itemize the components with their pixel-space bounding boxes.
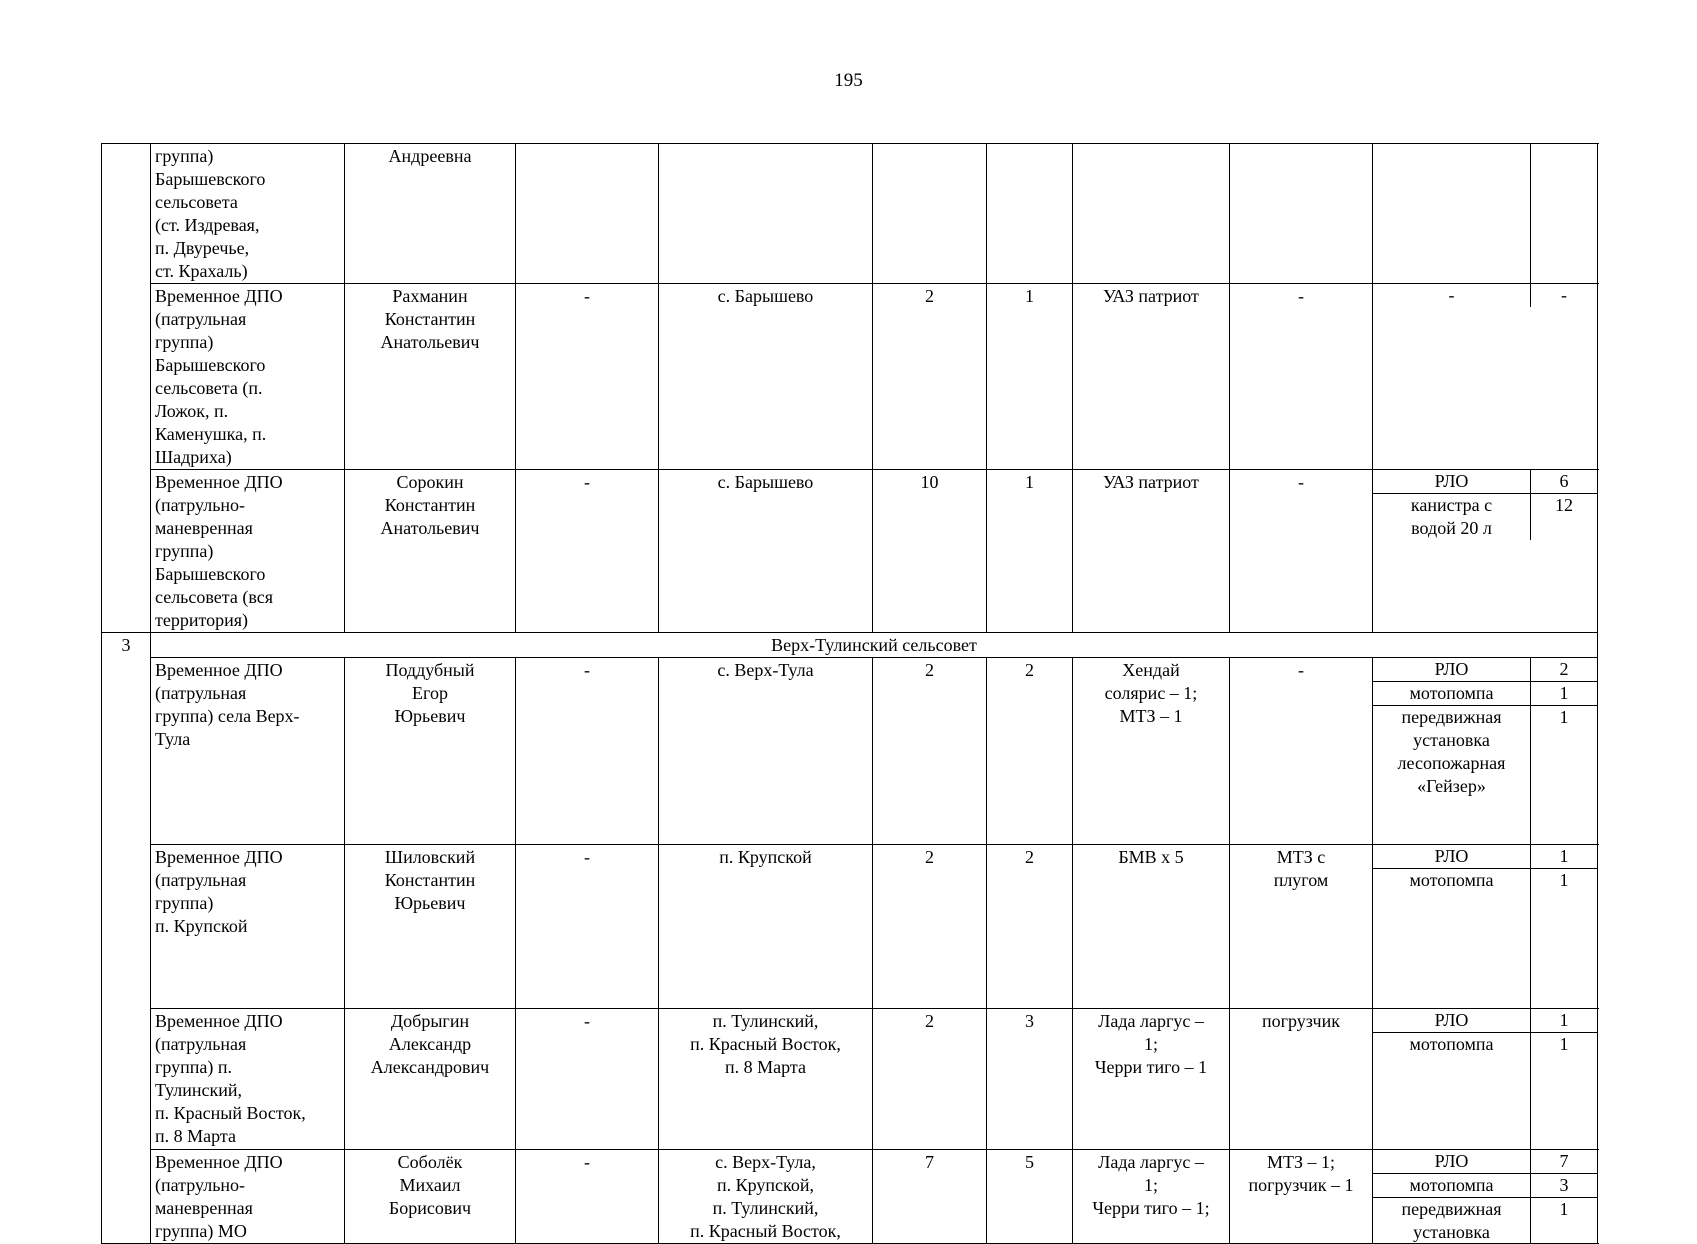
- equipment-item-line: передвижная: [1401, 707, 1502, 727]
- unit-count-cell: [987, 284, 1073, 470]
- head-name-cell-line: Александрович: [370, 1057, 490, 1077]
- equipment-cell: [1373, 845, 1598, 1009]
- page-number: 195: [834, 70, 863, 91]
- location-cell: [659, 470, 873, 633]
- phone-cell-line: -: [584, 1011, 590, 1031]
- unit-name-cell-line: Ложок, п.: [155, 401, 229, 421]
- people-count-cell: [873, 845, 987, 1009]
- equipment-item: [1373, 1009, 1530, 1033]
- location-cell-line: п. Красный Восток,: [690, 1221, 841, 1241]
- equipment-counts-column: [1531, 470, 1597, 540]
- unit-name-cell-line: группа) п.: [155, 1057, 233, 1077]
- equipment-count: -: [1561, 285, 1567, 305]
- unit-name-cell-line: сельсовета: [155, 192, 238, 212]
- unit-name-cell-line: Временное ДПО: [155, 1152, 283, 1172]
- section-header-row: [102, 633, 1598, 658]
- equipment-item-line: канистра с: [1410, 495, 1493, 515]
- unit-name-cell-line: (патрульная: [155, 1034, 247, 1054]
- equipment-counts-column: [1531, 1150, 1597, 1243]
- head-name-cell-line: Андреевна: [388, 146, 472, 166]
- unit-count-cell: [987, 658, 1073, 845]
- unit-name-cell: [151, 658, 345, 845]
- unit-name-cell-line: Временное ДПО: [155, 660, 283, 680]
- unit-name-cell-line: Барышевского: [155, 169, 266, 189]
- phone-cell: [516, 1009, 659, 1150]
- unit-count-cell-line: 2: [1025, 847, 1034, 867]
- equipment-item: [1373, 1174, 1530, 1198]
- equipment-counts-column: [1531, 845, 1597, 1008]
- equipment-count: 1: [1559, 1034, 1569, 1054]
- equipment-count: 2: [1531, 658, 1597, 682]
- equipment-cell: [1373, 1150, 1598, 1244]
- equipment-names-column: [1373, 144, 1531, 283]
- vehicles-cell: [1073, 144, 1230, 284]
- head-name-cell-line: Константин: [384, 309, 476, 329]
- equipment-cell: [1373, 470, 1598, 633]
- location-cell-line: с. Верх-Тула: [717, 660, 814, 680]
- people-count-cell: [873, 1009, 987, 1150]
- head-name-cell-line: Рахманин: [392, 286, 468, 306]
- unit-name-cell-line: группа): [155, 541, 214, 561]
- unit-name-cell-line: маневренная: [155, 1198, 253, 1218]
- location-cell-line: п. Тулинский,: [712, 1011, 819, 1031]
- unit-name-cell-line: п. 8 Марта: [155, 1126, 236, 1146]
- head-name-cell: [345, 1009, 516, 1150]
- equipment-cell: [1373, 284, 1598, 470]
- head-name-cell-line: Сорокин: [396, 472, 464, 492]
- unit-count-cell-line: 2: [1025, 660, 1034, 680]
- unit-name-cell-line: (ст. Издревая,: [155, 215, 260, 235]
- table-row: [102, 845, 1598, 1009]
- people-count-cell-line: 7: [925, 1152, 934, 1172]
- location-cell-line: с. Верх-Тула,: [715, 1152, 816, 1172]
- equipment-count: 7: [1531, 1150, 1597, 1174]
- equipment-count: 1: [1559, 870, 1569, 890]
- vehicles-cell-line: УАЗ патриот: [1103, 472, 1199, 492]
- phone-cell: [516, 658, 659, 845]
- equipment-item: [1373, 658, 1530, 682]
- phone-cell: [516, 845, 659, 1009]
- table-row: [102, 470, 1598, 633]
- equipment-item-line: мотопомпа: [1409, 683, 1494, 703]
- unit-name-cell-line: территория): [155, 610, 249, 630]
- unit-name-cell-line: сельсовета (п.: [155, 378, 263, 398]
- equipment-item: [1373, 1033, 1530, 1149]
- vehicles-cell-line: солярис – 1;: [1104, 683, 1198, 703]
- head-name-cell-line: Александр: [388, 1034, 472, 1054]
- special-equipment-cell-line: погрузчик – 1: [1248, 1175, 1354, 1195]
- location-cell: [659, 1009, 873, 1150]
- special-equipment-cell-line: плугом: [1273, 870, 1329, 890]
- number-cell: [102, 144, 151, 633]
- equipment-names-column: [1373, 470, 1531, 540]
- head-name-cell-line: Борисович: [388, 1198, 472, 1218]
- people-count-cell: [873, 144, 987, 284]
- head-name-cell-line: Шиловский: [384, 847, 476, 867]
- phone-cell: [516, 1150, 659, 1244]
- head-name-cell: [345, 284, 516, 470]
- vehicles-cell-line: БМВ х 5: [1118, 847, 1184, 867]
- phone-cell-line: -: [584, 660, 590, 680]
- equipment-count: 1: [1559, 1199, 1569, 1219]
- head-name-cell-line: Юрьевич: [394, 893, 466, 913]
- location-cell-line: п. Тулинский,: [712, 1198, 819, 1218]
- equipment-count: 1: [1559, 707, 1569, 727]
- head-name-cell-line: Поддубный: [385, 660, 475, 680]
- unit-name-cell-line: группа): [155, 332, 214, 352]
- phone-cell: [516, 470, 659, 633]
- equipment-counts-column: [1531, 284, 1597, 307]
- vehicles-cell: [1073, 284, 1230, 470]
- vehicles-cell: [1073, 845, 1230, 1009]
- unit-name-cell-line: (патрульная: [155, 309, 247, 329]
- people-count-cell: [873, 1150, 987, 1244]
- equipment-item: [1373, 1198, 1530, 1244]
- location-cell: [659, 284, 873, 470]
- location-cell-line: п. Крупской: [719, 847, 812, 867]
- unit-count-cell: [987, 1009, 1073, 1150]
- unit-name-cell-line: п. Крупской: [155, 916, 248, 936]
- equipment-names-column: [1373, 658, 1531, 844]
- equipment-names-column: [1373, 1009, 1531, 1149]
- unit-count-cell-line: 5: [1025, 1152, 1034, 1172]
- special-equipment-cell-line: -: [1298, 472, 1304, 492]
- unit-name-cell-line: группа): [155, 893, 214, 913]
- equipment-item: [1373, 869, 1530, 1008]
- equipment-item-line: -: [1448, 285, 1455, 305]
- equipment-names-column: [1373, 1150, 1531, 1243]
- head-name-cell: [345, 1150, 516, 1244]
- equipment-count: 3: [1531, 1174, 1597, 1198]
- unit-name-cell-line: (патрульная: [155, 683, 247, 703]
- unit-name-cell: [151, 1150, 345, 1244]
- location-cell: [659, 1150, 873, 1244]
- section-title-cell: Верх-Тулинский сельсовет: [151, 633, 1598, 658]
- equipment-item-line: РЛО: [1434, 1151, 1469, 1171]
- head-name-cell-line: Константин: [384, 495, 476, 515]
- unit-count-cell: [987, 845, 1073, 1009]
- equipment-item: [1373, 494, 1530, 540]
- equipment-item-line: мотопомпа: [1409, 1034, 1494, 1054]
- equipment-item-line: мотопомпа: [1409, 1175, 1494, 1195]
- vehicles-cell-line: Лада ларгус –: [1098, 1011, 1204, 1031]
- unit-name-cell-line: Временное ДПО: [155, 286, 283, 306]
- head-name-cell-line: Егор: [412, 683, 448, 703]
- vehicles-cell-line: Хендай: [1122, 660, 1180, 680]
- head-name-cell-line: Анатольевич: [380, 518, 480, 538]
- special-equipment-cell-line: -: [1298, 286, 1304, 306]
- special-equipment-cell-line: погрузчик: [1262, 1011, 1340, 1031]
- unit-count-cell: [987, 1150, 1073, 1244]
- phone-cell: [516, 144, 659, 284]
- vehicles-cell-line: Лада ларгус –: [1098, 1152, 1204, 1172]
- equipment-item-line: установка: [1413, 730, 1490, 750]
- unit-name-cell-line: группа) МО: [155, 1221, 247, 1241]
- unit-name-cell-line: (патрульная: [155, 870, 247, 890]
- people-count-cell: [873, 470, 987, 633]
- people-count-cell: [873, 284, 987, 470]
- equipment-item-line: передвижная: [1401, 1199, 1502, 1219]
- unit-count-cell: [987, 470, 1073, 633]
- head-name-cell-line: Михаил: [399, 1175, 461, 1195]
- special-equipment-cell-line: МТЗ – 1;: [1266, 1152, 1336, 1172]
- equipment-item-line: «Гейзер»: [1417, 776, 1486, 796]
- unit-name-cell-line: Тулинский,: [155, 1080, 243, 1100]
- special-equipment-cell: [1230, 845, 1373, 1009]
- special-equipment-cell-line: МТЗ с: [1276, 847, 1326, 867]
- head-name-cell-line: Анатольевич: [380, 332, 480, 352]
- unit-name-cell-line: Барышевского: [155, 564, 266, 584]
- table-row: [102, 658, 1598, 845]
- unit-count-cell-line: 1: [1025, 472, 1034, 492]
- equipment-count: 1: [1531, 1009, 1597, 1033]
- location-cell-line: с. Барышево: [717, 286, 814, 306]
- unit-name-cell: [151, 845, 345, 1009]
- equipment-count: 6: [1531, 470, 1597, 494]
- forces-table: [101, 143, 1598, 1244]
- unit-name-cell-line: маневренная: [155, 518, 253, 538]
- unit-name-cell-line: группа): [155, 146, 214, 166]
- vehicles-cell-line: 1;: [1143, 1034, 1158, 1054]
- unit-name-cell-line: (патрульно-: [155, 495, 246, 515]
- head-name-cell-line: Добрыгин: [390, 1011, 470, 1031]
- vehicles-cell: [1073, 1009, 1230, 1150]
- unit-name-cell-line: сельсовета (вся: [155, 587, 273, 607]
- special-equipment-cell: [1230, 1009, 1373, 1150]
- equipment-item-line: РЛО: [1434, 471, 1469, 491]
- equipment-names-column: [1373, 284, 1531, 307]
- unit-count-cell-line: 3: [1025, 1011, 1034, 1031]
- unit-count-cell: [987, 144, 1073, 284]
- location-cell: [659, 144, 873, 284]
- special-equipment-cell: [1230, 470, 1373, 633]
- location-cell-line: с. Барышево: [717, 472, 814, 492]
- phone-cell-line: -: [584, 1152, 590, 1172]
- unit-name-cell-line: ст. Крахаль): [155, 261, 248, 281]
- vehicles-cell-line: МТЗ – 1: [1119, 706, 1183, 726]
- unit-name-cell: [151, 470, 345, 633]
- location-cell-line: п. Красный Восток,: [690, 1034, 841, 1054]
- equipment-item-line: РЛО: [1434, 846, 1469, 866]
- head-name-cell: [345, 144, 516, 284]
- equipment-cell: [1373, 144, 1598, 284]
- head-name-cell: [345, 470, 516, 633]
- table-row: [102, 144, 1598, 284]
- people-count-cell-line: 2: [925, 1011, 934, 1031]
- location-cell: [659, 845, 873, 1009]
- equipment-item-line: мотопомпа: [1409, 870, 1494, 890]
- equipment-item: [1373, 682, 1530, 706]
- equipment-cell: [1373, 658, 1598, 845]
- location-cell-line: п. 8 Марта: [725, 1057, 806, 1077]
- vehicles-cell: [1073, 1150, 1230, 1244]
- phone-cell-line: -: [584, 847, 590, 867]
- unit-count-cell-line: 1: [1025, 286, 1034, 306]
- vehicles-cell-line: Черри тиго – 1;: [1092, 1198, 1210, 1218]
- head-name-cell: [345, 845, 516, 1009]
- unit-name-cell-line: п. Красный Восток,: [155, 1103, 306, 1123]
- equipment-item: [1373, 706, 1530, 844]
- head-name-cell-line: Юрьевич: [394, 706, 466, 726]
- vehicles-cell-line: 1;: [1143, 1175, 1158, 1195]
- head-name-cell-line: Константин: [384, 870, 476, 890]
- unit-name-cell: [151, 144, 345, 284]
- vehicles-cell-line: Черри тиго – 1: [1094, 1057, 1208, 1077]
- unit-name-cell-line: (патрульно-: [155, 1175, 246, 1195]
- unit-name-cell-line: п. Двуречье,: [155, 238, 250, 258]
- special-equipment-cell: [1230, 144, 1373, 284]
- equipment-item-line: установка: [1413, 1222, 1490, 1242]
- vehicles-cell-line: УАЗ патриот: [1103, 286, 1199, 306]
- equipment-counts-column: [1531, 658, 1597, 844]
- section-number-cell: 3: [102, 633, 151, 1244]
- unit-name-cell-line: группа) села Верх-: [155, 706, 300, 726]
- unit-name-cell-line: Шадриха): [155, 447, 232, 467]
- people-count-cell-line: 2: [925, 847, 934, 867]
- equipment-count: 1: [1531, 682, 1597, 706]
- unit-name-cell: [151, 1009, 345, 1150]
- vehicles-cell: [1073, 658, 1230, 845]
- equipment-item-line: РЛО: [1434, 659, 1469, 679]
- equipment-names-column: [1373, 845, 1531, 1008]
- phone-cell: [516, 284, 659, 470]
- people-count-cell-line: 2: [925, 286, 934, 306]
- equipment-item-line: РЛО: [1434, 1010, 1469, 1030]
- equipment-item: [1373, 845, 1530, 869]
- equipment-count: 1: [1531, 845, 1597, 869]
- phone-cell-line: -: [584, 286, 590, 306]
- people-count-cell: [873, 658, 987, 845]
- equipment-counts-column: [1531, 1009, 1597, 1149]
- phone-cell-line: -: [584, 472, 590, 492]
- people-count-cell-line: 10: [920, 472, 939, 492]
- equipment-item: [1373, 1150, 1530, 1174]
- unit-name-cell-line: Тула: [155, 729, 191, 749]
- special-equipment-cell: [1230, 658, 1373, 845]
- unit-name-cell-line: Временное ДПО: [155, 1011, 283, 1031]
- equipment-item: [1373, 284, 1530, 307]
- head-name-cell: [345, 658, 516, 845]
- unit-name-cell-line: Временное ДПО: [155, 472, 283, 492]
- special-equipment-cell: [1230, 284, 1373, 470]
- equipment-cell: [1373, 1009, 1598, 1150]
- head-name-cell-line: Соболёк: [397, 1152, 463, 1172]
- location-cell: [659, 658, 873, 845]
- equipment-item: [1373, 470, 1530, 494]
- equipment-count: 12: [1555, 495, 1573, 515]
- unit-name-cell-line: Временное ДПО: [155, 847, 283, 867]
- vehicles-cell: [1073, 470, 1230, 633]
- location-cell-line: п. Крупской,: [717, 1175, 814, 1195]
- equipment-item-line: лесопожарная: [1397, 753, 1506, 773]
- people-count-cell-line: 2: [925, 660, 934, 680]
- unit-name-cell-line: Барышевского: [155, 355, 266, 375]
- table-row: [102, 1150, 1598, 1244]
- equipment-counts-column: [1531, 144, 1597, 283]
- table-row: [102, 284, 1598, 470]
- equipment-item-line: водой 20 л: [1411, 518, 1492, 538]
- unit-name-cell-line: Каменушка, п.: [155, 424, 267, 444]
- special-equipment-cell: [1230, 1150, 1373, 1244]
- table-row: [102, 1009, 1598, 1150]
- unit-name-cell: [151, 284, 345, 470]
- special-equipment-cell-line: -: [1298, 660, 1304, 680]
